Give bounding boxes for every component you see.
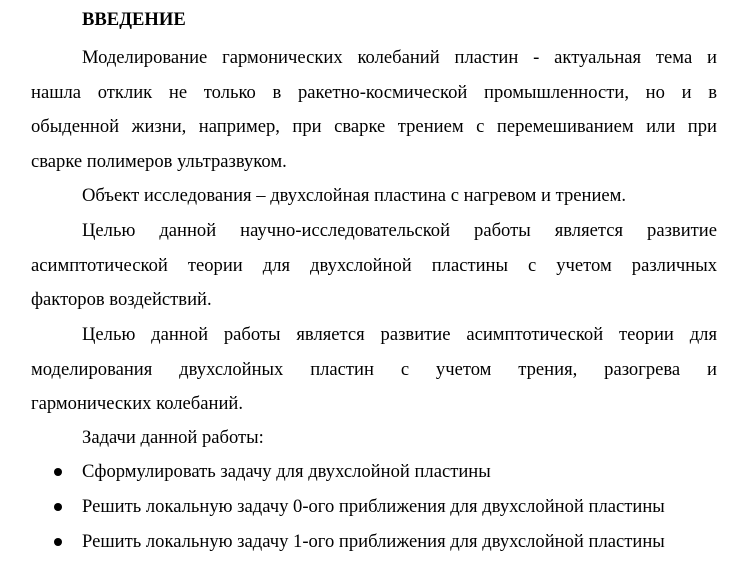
paragraph-line: асимптотической теории для двухслойной пластины с учетом различных [31,254,717,276]
paragraph-line: моделирования двухслойных пластин с учетом трения, разогрева и [31,358,717,380]
paragraph-line: факторов воздействий. [31,289,212,310]
paragraph-relevance [31,41,717,179]
paragraph-line: сварке полимеров ультразвуком. [31,150,287,172]
paragraph-tasks-intro: Задачи данной работы: [82,427,264,448]
bullet-icon [54,468,62,476]
list-item [0,490,744,525]
list-item-text: Решить локальную задачу 1-ого приближения для двухслойной пластины [82,531,665,552]
list-item-text: Решить локальную задачу 0-ого приближения для двухслойной пластины [82,496,665,517]
paragraph-goal-research [31,214,717,318]
bullet-icon [54,538,62,546]
paragraph-line: Моделирование гармонических колебаний пластин - актуальная тема и [82,47,717,68]
bullet-icon [54,503,62,511]
list-item [0,455,744,490]
paragraph-line: обыденной жизни, например, при сварке трением с перемешиванием или при [31,116,717,137]
paragraph-goal-work [31,318,717,422]
paragraph-line: Целью данной работы является развитие асимптотической теории для [82,324,717,345]
task-list [0,455,744,560]
section-heading: ВВЕДЕНИЕ [82,9,186,30]
paragraph-line: нашла отклик не только в ракетно-космической промышленности, но и в [31,81,717,103]
paragraph-line: гармонических колебаний. [31,393,243,414]
list-item-text: Сформулировать задачу для двухслойной пластины [82,461,491,482]
paragraph-object: Объект исследования – двухслойная пластина с нагревом и трением. [82,185,627,206]
paragraph-line: Целью данной научно-исследовательской работы является развитие [82,220,717,241]
list-item [0,525,744,560]
